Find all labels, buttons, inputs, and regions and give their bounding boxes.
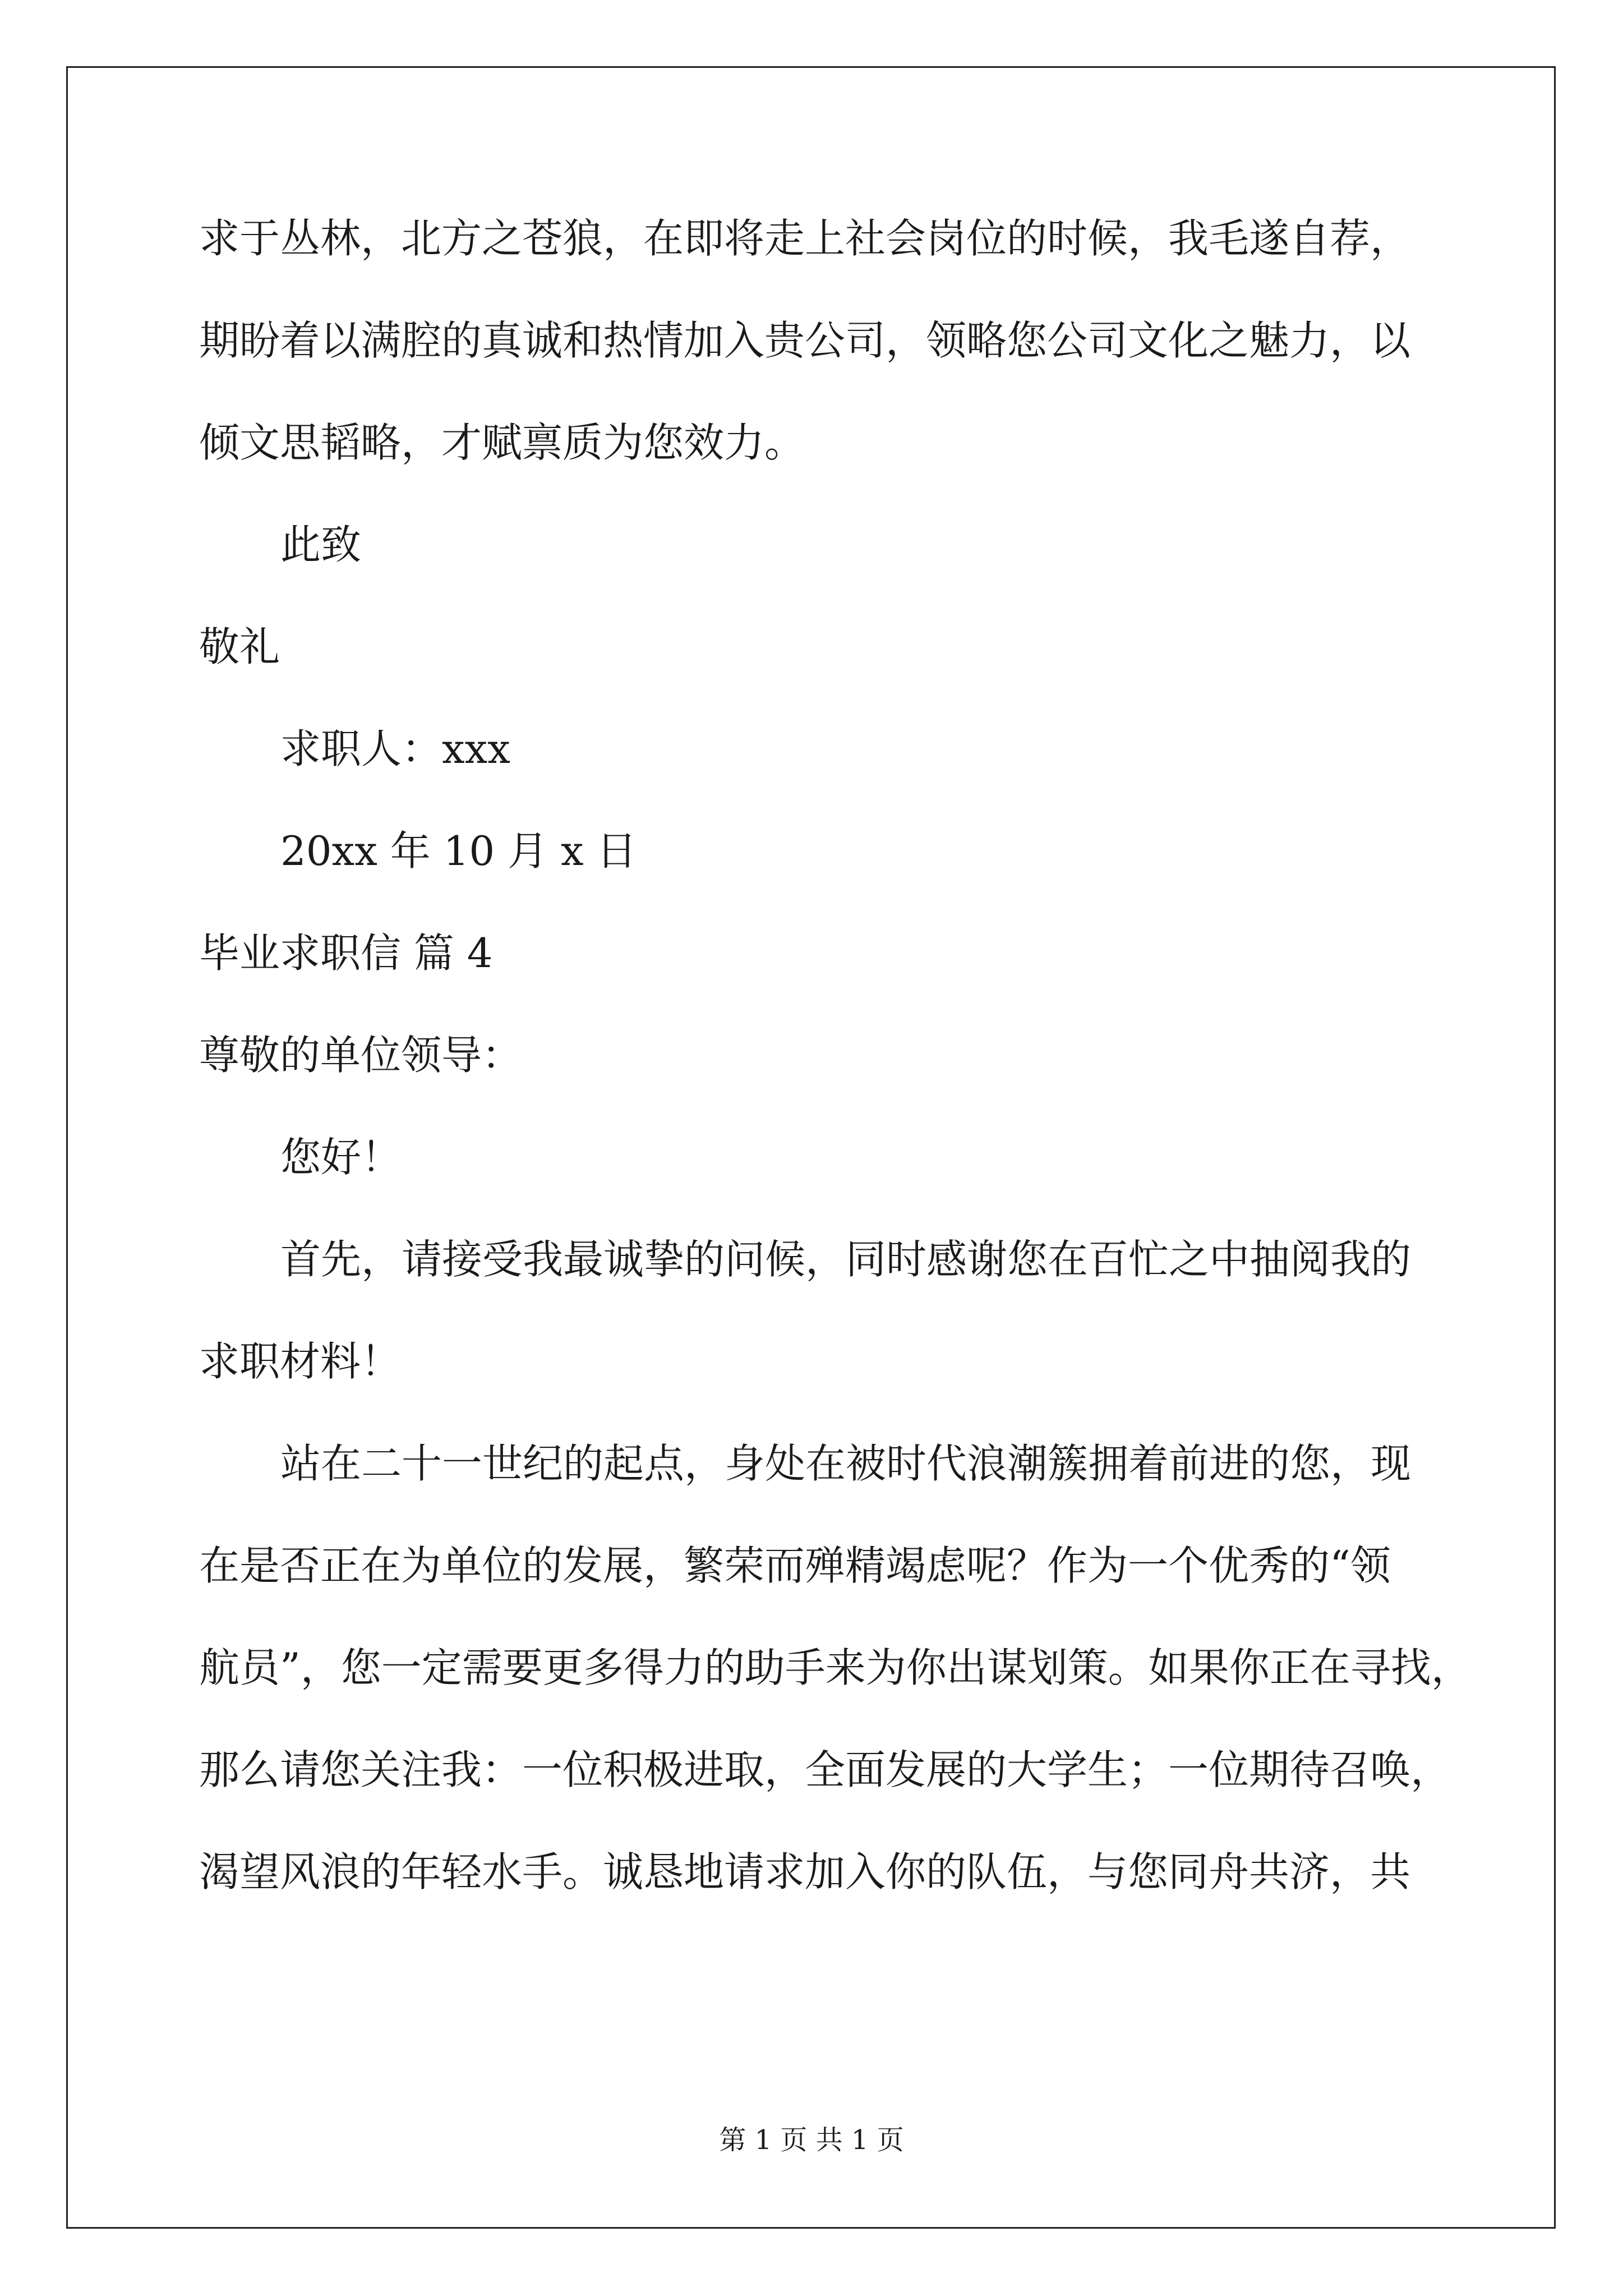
closing-salutation: 此致 (280, 521, 362, 568)
section-heading: 毕业求职信 篇 4 (199, 930, 493, 977)
text-line: 渴望风浪的年轻水手。诚恳地请求加入你的队伍，与您同舟共济，共 (199, 1848, 1411, 1895)
document-body (199, 213, 1472, 1949)
text-line: 在是否正在为单位的发展，繁荣而殚精竭虑呢？作为一个优秀的“领 (199, 1542, 1391, 1589)
applicant-signature: 求职人：xxx (280, 725, 510, 772)
text-line: 倾文思韬略，才赋禀质为您效力。 (199, 419, 805, 466)
text-line: 期盼着以满腔的真诚和热情加入贵公司，领略您公司文化之魅力，以 (199, 317, 1411, 364)
text-line: 求于丛林，北方之苍狼，在即将走上社会岗位的时候，我毛遂自荐， (199, 215, 1411, 262)
letter-greeting: 尊敬的单位领导： (199, 1032, 523, 1079)
text-line: 那么请您关注我：一位积极进取，全面发展的大学生；一位期待召唤， (199, 1746, 1451, 1793)
page-footer: 第 1 页 共 1 页 (719, 2124, 904, 2156)
text-line: 首先，请接受我最诚挚的问候，同时感谢您在百忙之中抽阅我的 (280, 1236, 1412, 1283)
text-line: 站在二十一世纪的起点，身处在被时代浪潮簇拥着前进的您，现 (280, 1440, 1412, 1487)
text-line: 航员”，您一定需要更多得力的助手来为你出谋划策。如果你正在寻找， (199, 1644, 1472, 1691)
closing-regards: 敬礼 (199, 623, 280, 670)
letter-date: 20xx 年 10 月 x 日 (280, 827, 637, 875)
text-line: 求职材料！ (199, 1338, 402, 1385)
greeting-hello: 您好！ (280, 1134, 402, 1181)
